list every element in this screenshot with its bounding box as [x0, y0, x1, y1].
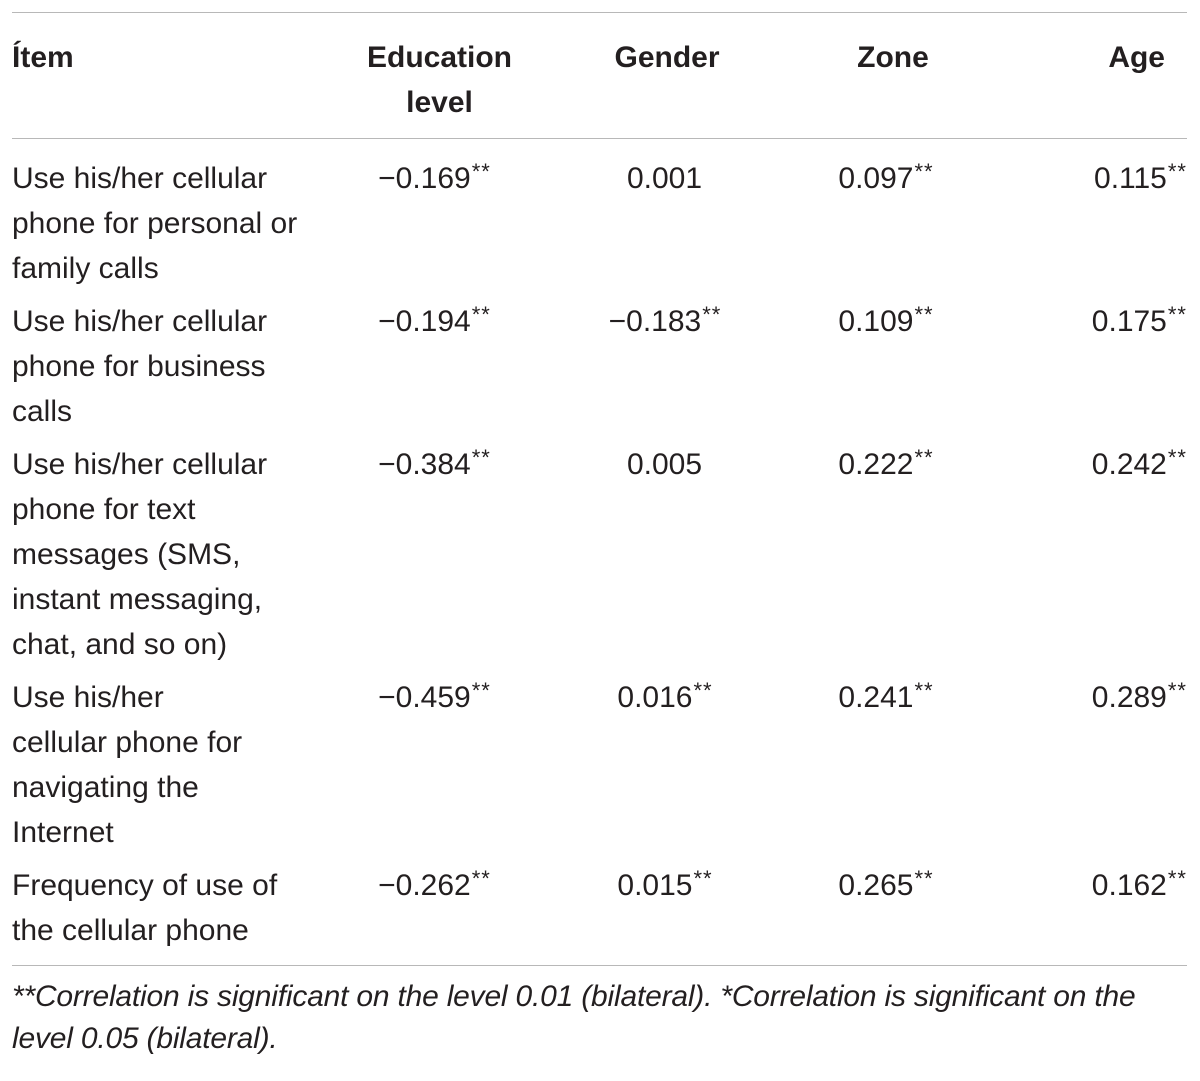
significance-marker: ** [1167, 302, 1187, 327]
significance-marker: ** [702, 302, 722, 327]
table-row [12, 442, 1187, 667]
value: −0.459 [378, 681, 471, 714]
row-item-label: Use his/her cellular phone for navigating the Internet [12, 681, 243, 849]
value: 0.265 [838, 869, 914, 902]
header-age: Age [1108, 41, 1165, 74]
value: 0.175 [1091, 305, 1167, 338]
value: 0.222 [838, 448, 914, 481]
table-header-row [12, 13, 1187, 138]
table-row [12, 863, 1187, 965]
significance-marker: ** [914, 866, 934, 891]
significance-marker: ** [1167, 159, 1187, 184]
cell-gender [572, 299, 762, 346]
row-item-label: Use his/her cellular phone for business calls [12, 305, 268, 428]
significance-marker: ** [1167, 445, 1187, 470]
cell-zone [762, 299, 1024, 346]
significance-marker: ** [914, 159, 934, 184]
significance-marker: ** [914, 302, 934, 327]
significance-marker: ** [914, 445, 934, 470]
value: 0.162 [1091, 869, 1167, 902]
value: 0.115 [1094, 162, 1167, 195]
row-item-label: Use his/her cellular phone for personal or family calls [12, 162, 298, 285]
cell-age [1024, 863, 1187, 910]
cell-age [1024, 156, 1187, 203]
header-gender: Gender [614, 41, 720, 74]
value: 0.109 [838, 305, 914, 338]
cell-age [1024, 299, 1187, 346]
significance-marker: ** [471, 159, 491, 184]
value: 0.016 [617, 681, 693, 714]
significance-marker: ** [693, 866, 713, 891]
cell-gender [572, 442, 762, 489]
significance-marker: ** [1167, 866, 1187, 891]
significance-marker: ** [914, 678, 934, 703]
row-item-label: Use his/her cellular phone for text messages (SMS, instant messaging, chat, and so on) [12, 448, 268, 661]
value: 0.097 [838, 162, 914, 195]
value: 0.242 [1091, 448, 1167, 481]
value: 0.241 [838, 681, 914, 714]
cell-education [307, 299, 572, 346]
cell-education [307, 863, 572, 910]
value: 0.001 [626, 162, 703, 195]
significance-marker: ** [693, 678, 713, 703]
header-zone: Zone [857, 41, 929, 74]
value: −0.262 [378, 869, 471, 902]
header-education-text: Education level [366, 41, 512, 119]
table-footnote: **Correlation is significant on the level 0.01 (bilateral). *Correlation is significant on the level 0.05 (bilateral). [12, 980, 1136, 1055]
row-item-label: Frequency of use of the cellular phone [12, 869, 278, 947]
significance-marker: ** [471, 866, 491, 891]
significance-marker: ** [471, 678, 491, 703]
cell-age [1024, 675, 1187, 722]
significance-marker: ** [1167, 678, 1187, 703]
cell-gender [572, 863, 762, 910]
value: −0.194 [378, 305, 471, 338]
cell-age [1024, 442, 1187, 489]
value: 0.015 [617, 869, 693, 902]
cell-zone [762, 156, 1024, 203]
value: −0.384 [378, 448, 471, 481]
table-body [12, 139, 1187, 965]
header-education-level [307, 35, 572, 125]
significance-marker: ** [471, 302, 491, 327]
cell-education [307, 442, 572, 489]
value: −0.183 [608, 305, 702, 338]
value: 0.289 [1091, 681, 1167, 714]
cell-education [307, 156, 572, 203]
header-item: Ítem [12, 41, 74, 74]
table-row [12, 675, 1187, 855]
value: −0.169 [378, 162, 471, 195]
cell-zone [762, 675, 1024, 722]
significance-marker: ** [471, 445, 491, 470]
table-row [12, 139, 1187, 291]
cell-gender [572, 675, 762, 722]
cell-zone [762, 442, 1024, 489]
cell-zone [762, 863, 1024, 910]
value: 0.005 [626, 448, 703, 481]
table-row [12, 299, 1187, 434]
cell-education [307, 675, 572, 722]
cell-gender [572, 156, 762, 203]
correlation-table [12, 12, 1187, 1060]
